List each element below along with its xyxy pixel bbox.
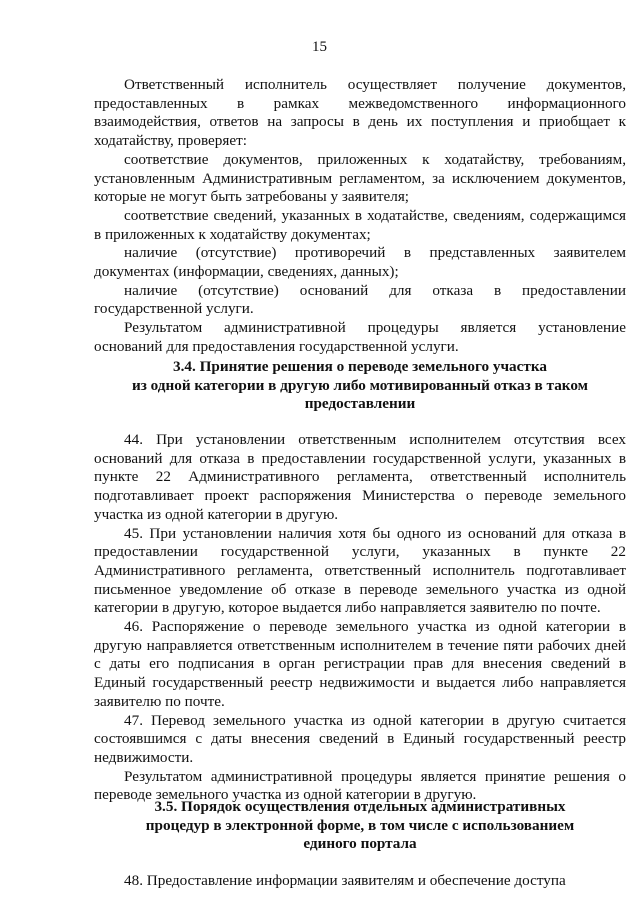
heading-line: единого портала xyxy=(303,835,417,853)
section-heading-3-5 xyxy=(94,798,626,854)
paragraph: соответствие документов, приложенных к ходатайству, требованиям, установленным Административным регламентом, за исключением документов, которые не могут быть затребованы у заявителя; xyxy=(94,150,626,206)
paragraph: 48. Предоставление информации заявителям и обеспечение доступа xyxy=(124,872,566,889)
heading-line: процедур в электронной форме, в том числе с использованием xyxy=(145,816,575,834)
paragraph: Результатом административной процедуры является установление оснований для предоставления государственной услуги. xyxy=(94,319,626,355)
section-3-3-text xyxy=(94,76,626,357)
paragraph: Результатом административной процедуры является принятие решения о переводе земельного участка из одной категории в другую. xyxy=(94,767,626,804)
section-3-4-text xyxy=(94,431,626,805)
paragraph: 44. При установлении ответственным исполнителем отсутствия всех оснований для отказа в предоставлении государственной услуги, указанных в пункте 22 Административного регламента, ответственный исполнитель подготавливает проект распоряжения Министерства о переводе земельного участка из одной категории в другую. xyxy=(94,431,626,523)
heading-line: 3.5. Порядок осуществления отдельных административных xyxy=(154,798,566,815)
section-heading-3-4 xyxy=(94,358,626,414)
paragraph: наличие (отсутствие) оснований для отказа в предоставлении государственной услуги. xyxy=(94,281,626,318)
paragraph: 46. Распоряжение о переводе земельного участка из одной категории в другую направляется ответственным исполнителем в течение пяти рабочих дней с даты его подписания в орган регистрации прав для внесения сведений в Единый государственный реестр недвижимости и выдается либо направляется заявителю по почте. xyxy=(94,618,626,710)
heading-line: предоставлении xyxy=(304,395,416,413)
paragraph: 45. При установлении наличия хотя бы одного из оснований для отказа в предоставлении государственной услуги, указанных в пункте 22 Административного регламента, ответственный исполнитель подготавливает письменное уведомление об отказе в переводе земельного участка из одной категории в другую, которое выдается либо направляется заявителю по почте. xyxy=(94,524,626,617)
paragraph: Ответственный исполнитель осуществляет получение документов, предоставленных в рамках межведомственного информационного взаимодействия, ответов на запросы в день их поступления и приобщает к ходатайству, проверяет: xyxy=(94,76,626,150)
paragraph: 47. Перевод земельного участка из одной категории в другую считается состоявшимся с даты внесения сведений в Единый государственный реестр недвижимости. xyxy=(94,711,626,766)
heading-line: из одной категории в другую либо мотивированный отказ в таком xyxy=(131,376,588,394)
heading-line: 3.4. Принятие решения о переводе земельного участка xyxy=(173,358,547,375)
section-3-5-text xyxy=(94,872,626,891)
page-number: 15 xyxy=(312,39,327,55)
paragraph: соответствие сведений, указанных в ходатайстве, сведениям, содержащимся в приложенных к ходатайству документах; xyxy=(94,206,626,243)
paragraph: наличие (отсутствие) противоречий в представленных заявителем документах (информации, сведениях, данных); xyxy=(94,244,626,281)
